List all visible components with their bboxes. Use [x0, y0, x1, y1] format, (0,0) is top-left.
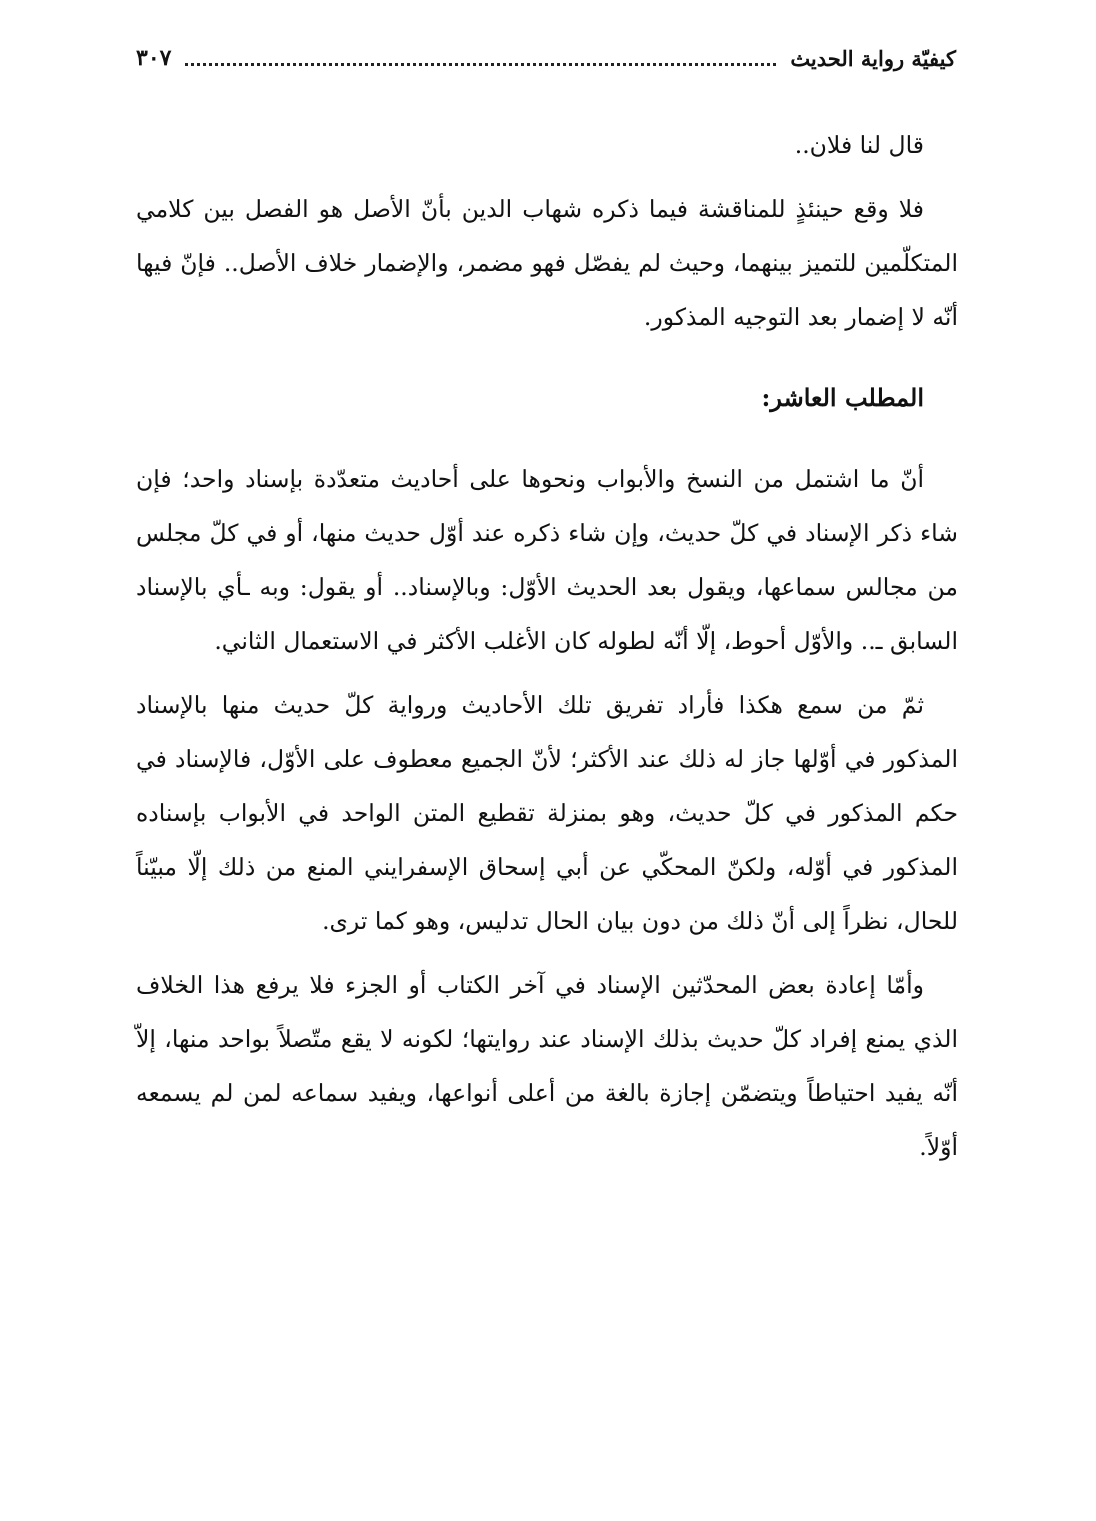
running-header [136, 36, 956, 80]
running-header-title: كيفيّة رواية الحديث [790, 45, 956, 71]
body-text [136, 118, 958, 1174]
paragraph-4: ثمّ من سمع هكذا فأراد تفريق تلك الأحاديث ورواية كلّ حديث منها بالإسناد المذكور في أوّلها جاز له ذلك عند الأكثر؛ لأنّ الجميع معطوف على الأوّل، فالإسناد في حكم المذكور في كلّ حديث، وهو بمنزلة تقطيع المتن الواحد في الأبواب بإسناده المذكور في أوّله، ولكنّ المحكّي عن أبي إسحاق الإسفرايني المنع من ذلك إلّا مبيّناً للحال، نظراً إلى أنّ ذلك من دون بيان الحال تدليس، وهو كما ترى. [136, 691, 958, 935]
paragraph-2: فلا وقع حينئذٍ للمناقشة فيما ذكره شهاب الدين بأنّ الأصل هو الفصل بين كلامي المتكلّمين للتميز بينهما، وحيث لم يفصّل فهو مضمر، والإضمار خلاف الأصل.. فإنّ فيها أنّه لا إضمار بعد التوجيه المذكور. [136, 195, 958, 331]
paragraph-1: قال لنا فلان.. [794, 131, 924, 159]
section-heading: المطلب العاشر: [761, 383, 924, 412]
header-dot-leader [185, 63, 776, 66]
paragraph-5: وأمّا إعادة بعض المحدّثين الإسناد في آخر الكتاب أو الجزء فلا يرفع هذا الخلاف الذي يمنع إفراد كلّ حديث بذلك الإسناد عند روايتها؛ لكونه لا يقع متّصلاً بواحد منها، إلاّ أنّه يفيد احتياطاً ويتضمّن إجازة بالغة من أعلى أنواعها، ويفيد سماعه لمن لم يسمعه أوّلاً. [136, 971, 958, 1161]
page-number: ٣٠٧ [136, 45, 172, 71]
paragraph-3: أنّ ما اشتمل من النسخ والأبواب ونحوها على أحاديث متعدّدة بإسناد واحد؛ فإن شاء ذكر الإسناد في كلّ حديث، وإن شاء ذكره عند أوّل حديث منها، أو في كلّ مجلس من مجالس سماعها، ويقول بعد الحديث الأوّل: وبالإسناد.. أو يقول: وبه ـأي بالإسناد السابق ـ.. والأوّل أحوط، إلّا أنّه لطوله كان الأغلب الأكثر في الاستعمال الثاني. [136, 465, 958, 655]
